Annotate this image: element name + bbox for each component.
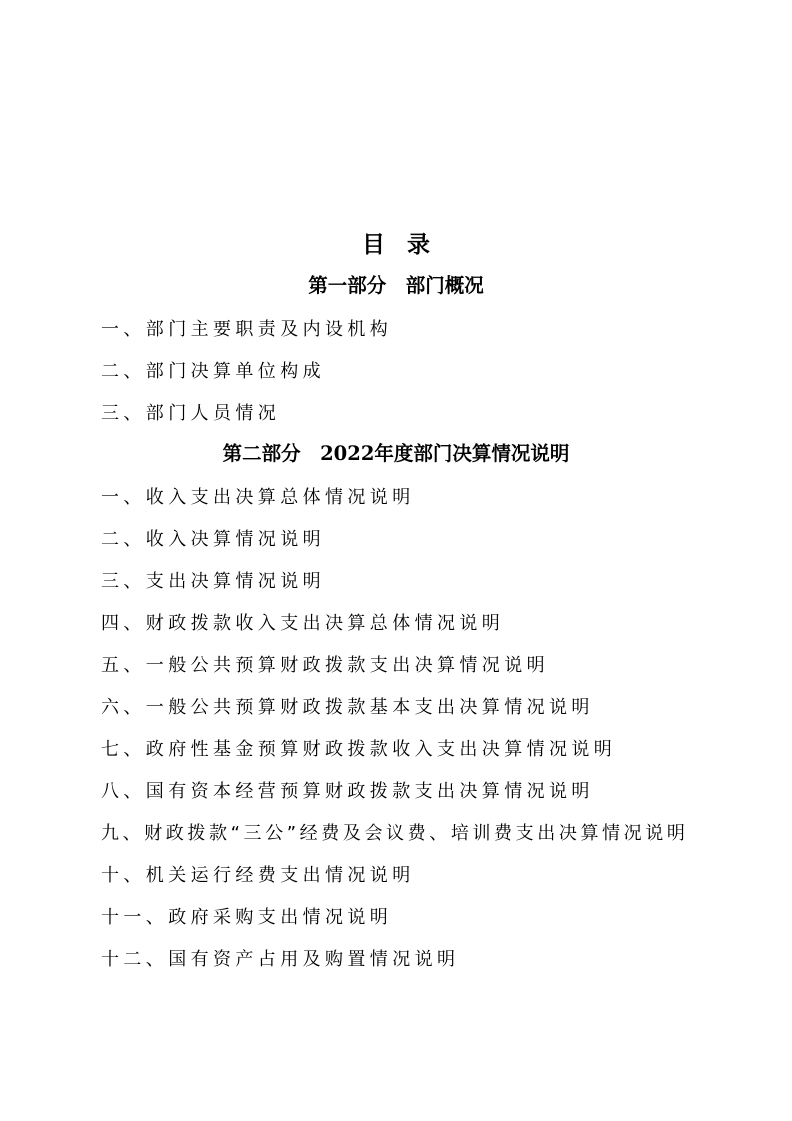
toc-item: 七、政府性基金预算财政拨款收入支出决算情况说明 bbox=[101, 739, 617, 760]
part-2-heading: 第二部分 2022年度部门决算情况说明 bbox=[222, 442, 570, 465]
toc-item: 一、部门主要职责及内设机构 bbox=[101, 319, 393, 340]
part-1-heading: 第一部分 部门概况 bbox=[308, 274, 484, 297]
toc-item: 三、部门人员情况 bbox=[101, 403, 281, 424]
toc-item: 十二、国有资产占用及购置情况说明 bbox=[101, 949, 460, 970]
toc-title: 目录 bbox=[362, 232, 452, 258]
toc-item: 九、财政拨款“三公”经费及会议费、培训费支出决算情况说明 bbox=[101, 823, 689, 844]
toc-item: 三、支出决算情况说明 bbox=[101, 571, 325, 592]
toc-item: 十一、政府采购支出情况说明 bbox=[101, 907, 393, 928]
toc-item: 六、一般公共预算财政拨款基本支出决算情况说明 bbox=[101, 697, 594, 718]
toc-item: 二、部门决算单位构成 bbox=[101, 361, 325, 382]
toc-item: 五、一般公共预算财政拨款支出决算情况说明 bbox=[101, 655, 549, 676]
toc-item: 一、收入支出决算总体情况说明 bbox=[101, 487, 415, 508]
toc-item: 二、收入决算情况说明 bbox=[101, 529, 325, 550]
toc-item: 十、机关运行经费支出情况说明 bbox=[101, 865, 415, 886]
toc-item: 八、国有资本经营预算财政拨款支出决算情况说明 bbox=[101, 781, 594, 802]
toc-item: 四、财政拨款收入支出决算总体情况说明 bbox=[101, 613, 505, 634]
